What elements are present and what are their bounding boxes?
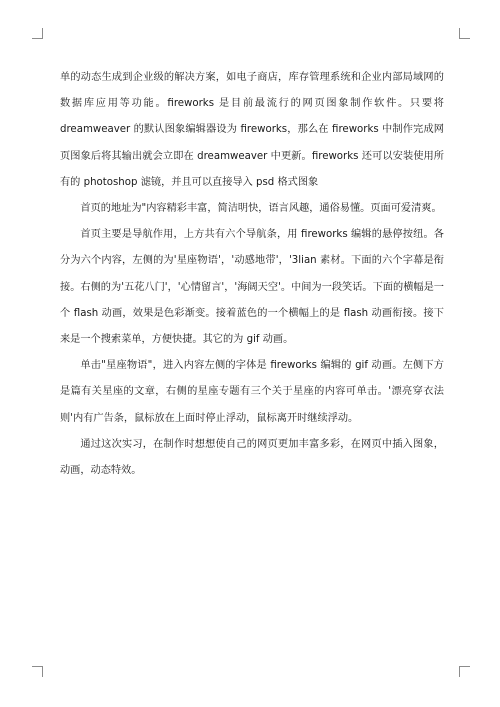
paragraph-homepage-address: 首页的地址为"内容精彩丰富，简洁明快，语言风趣，通俗易懂。页面可爱清爽。 [80, 203, 442, 215]
paragraph-continuation: 单的动态生成到企业级的解决方案，如电子商店，库存管理系统和企业内部局域网的数据库应用等功能。fireworks 是目前最流行的网页图象制作软件。只要将 dreamweaver 的默认图象编辑器设为 fireworks，那么在 fireworks 中制作完成网页图象后将其输出就会立即在 dreamweaver 中更新。fireworks 还可以安装使用所有的 photoshop 滤镜，并且可以直接导入 psd 格式图象 [60, 72, 444, 188]
paragraph-horoscope-page: 单击"星座物语"，进入内容左侧的字体是 fireworks 编辑的 gif 动画。左侧下方是篇有关星座的文章，右侧的星座专题有三个关于星座的内容可单击。'漂亮穿衣法则'内有广告条，鼠标放在上面时停止浮动，鼠标离开时继续浮动。 [60, 360, 444, 424]
crop-mark-top-left [32, 28, 43, 39]
paragraph-homepage-navigation: 首页主要是导航作用，上方共有六个导航条，用 fireworks 编辑的悬停按纽。各分为六个内容，左侧的为'星座物语'，'动感地带'，'3lian 素材。下面的六个字幕是衔接。右侧的为'五花八门'，'心情留言'，'海阔天空'。中间为一段笑话。下面的横幅是一个 flash 动画，效果是色彩渐变。接着蓝色的一个横幅上的是 flash 动画衔接。接下来是一个搜索菜单，方便快捷。其它的为 gif 动画。 [60, 229, 444, 346]
crop-mark-bottom-right [459, 666, 470, 677]
document-body [60, 65, 444, 484]
crop-mark-bottom-left [32, 666, 43, 677]
paragraph-conclusion: 通过这次实习，在制作时想想使自己的网页更加丰富多彩，在网页中插入图象，动画，动态特效。 [60, 438, 444, 477]
crop-mark-top-right [459, 28, 470, 39]
